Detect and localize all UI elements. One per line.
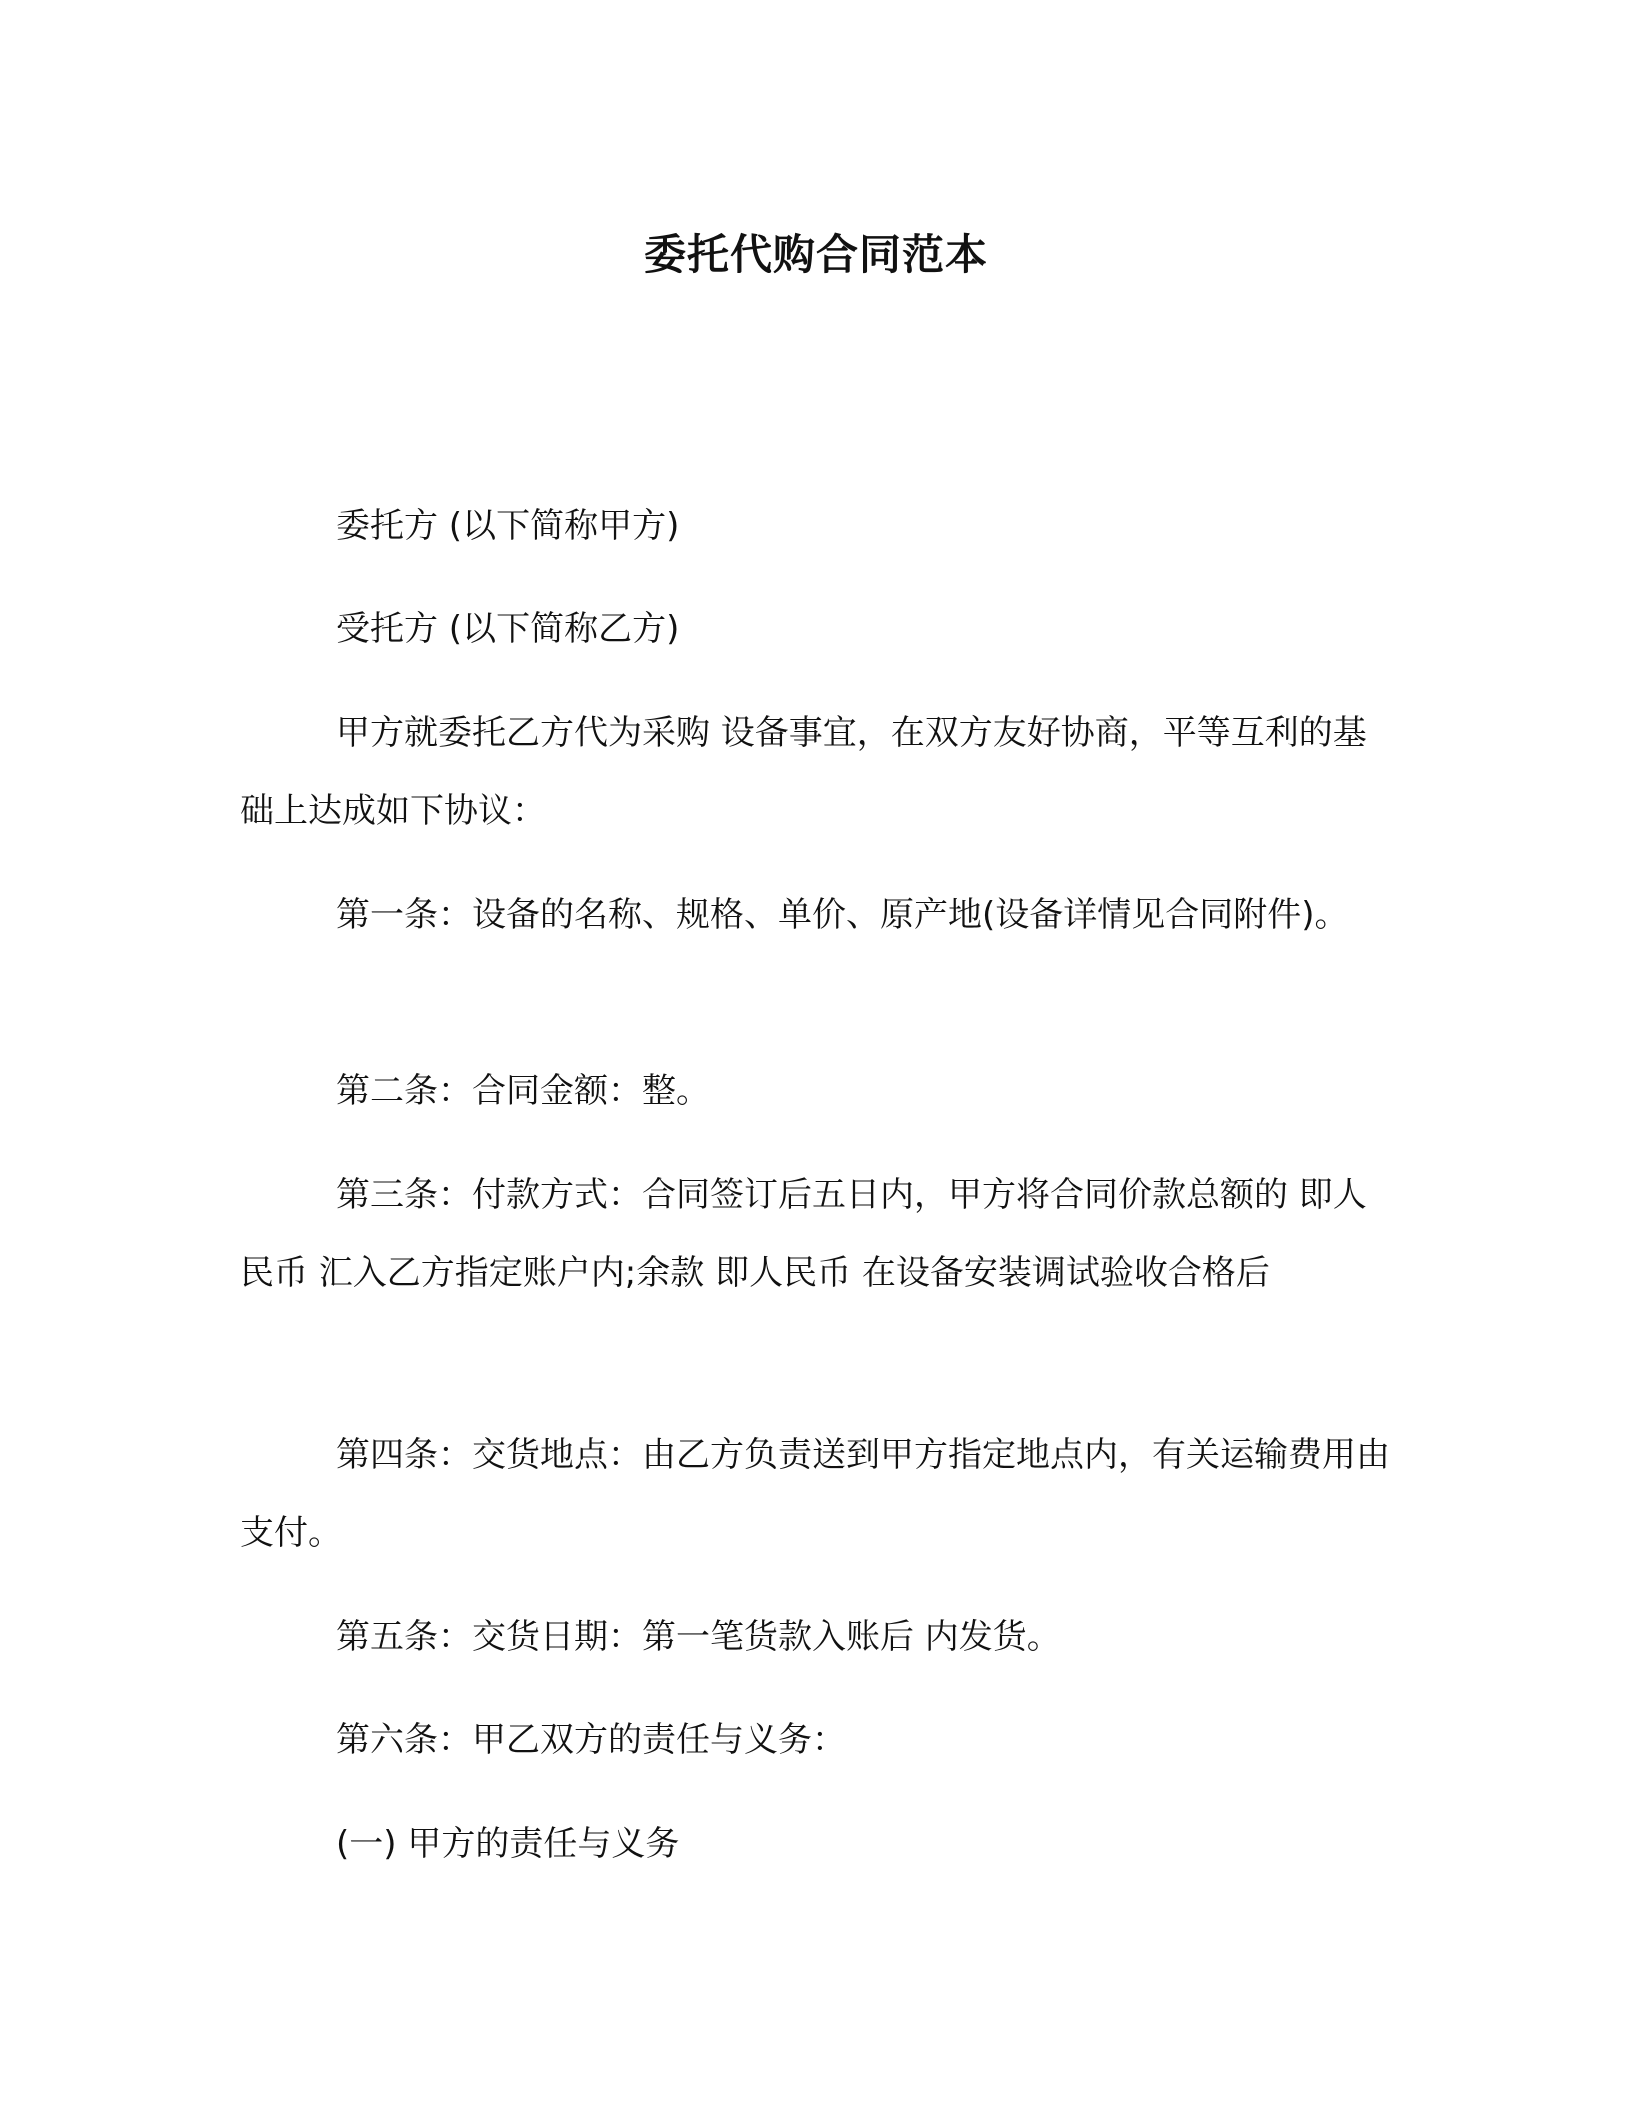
paragraph-party-b: 受托方 (以下简称乙方) xyxy=(336,609,680,649)
paragraph-article-3: 第三条：付款方式：合同签订后五日内，甲方将合同价款总额的 即人民币 汇入乙方指定账户内;余款 即人民币 在设备安装调试验收合格后 xyxy=(240,1175,1367,1293)
paragraph-article-2: 第二条：合同金额：整。 xyxy=(336,1071,710,1111)
paragraph-party-a: 委托方 (以下简称甲方) xyxy=(336,506,680,546)
paragraph-section-1: (一) 甲方的责任与义务 xyxy=(336,1824,680,1864)
paragraph-article-6: 第六条：甲乙双方的责任与义务： xyxy=(336,1720,846,1760)
paragraph-article-1: 第一条：设备的名称、规格、单价、原产地(设备详情见合同附件)。 xyxy=(336,895,1349,935)
paragraph-article-4: 第四条：交货地点：由乙方负责送到甲方指定地点内，有关运输费用由 支付。 xyxy=(240,1435,1390,1553)
paragraph-article-5: 第五条：交货日期：第一笔货款入账后 内发货。 xyxy=(336,1617,1061,1657)
document-title: 委托代购合同范本 xyxy=(643,230,988,279)
paragraph-intro: 甲方就委托乙方代为采购 设备事宜，在双方友好协商，平等互利的基础上达成如下协议： xyxy=(240,713,1367,831)
